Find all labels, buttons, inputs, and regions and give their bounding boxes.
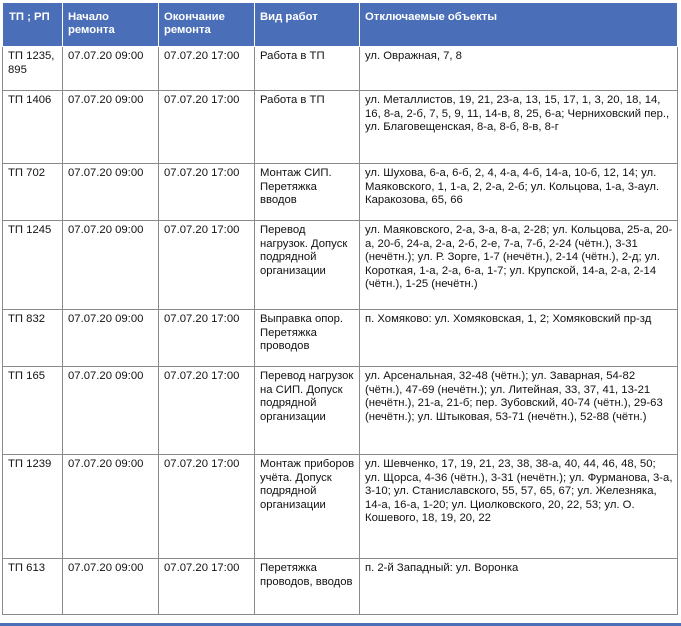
cell-tp: ТП 1235, 895 — [3, 47, 63, 91]
table-row — [3, 559, 678, 615]
table-row — [3, 164, 678, 221]
cell-tp: ТП 165 — [3, 367, 63, 455]
cell-tp: ТП 702 — [3, 164, 63, 221]
table-row — [3, 455, 678, 559]
cell-start: 07.07.20 09:00 — [63, 91, 159, 164]
cell-end: 07.07.20 17:00 — [159, 310, 255, 367]
cell-tp: ТП 832 — [3, 310, 63, 367]
cell-objects: ул. Арсенальная, 32-48 (чётн.); ул. Заварная, 54-82 (чётн.), 47-69 (нечётн.); ул. Литейная, 33, 37, 41, 13-21 (нечётн.), 21-а, 21-б; пер. Зубовский, 40-74 (чётн.), 29-63 (нечётн.); ул. Штыковая, 53-71 (нечётн.), 52-88 (чётн.) — [360, 367, 678, 455]
cell-objects: ул. Овражная, 7, 8 — [360, 47, 678, 91]
cell-work: Выправка опор. Перетяжка проводов — [255, 310, 360, 367]
cell-start: 07.07.20 09:00 — [63, 559, 159, 615]
table-row — [3, 91, 678, 164]
table-row — [3, 221, 678, 310]
cell-objects: ул. Шухова, 6-а, 6-б, 2, 4, 4-а, 4-б, 14-а, 10-б, 12, 14; ул. Маяковского, 1, 1-а, 2, 2-а, 2-б; ул. Кольцова, 1-а, 3-аул. Каракозова, 65, 66 — [360, 164, 678, 221]
header-objects: Отключаемые объекты — [360, 3, 678, 47]
header-tp: ТП ; РП — [3, 3, 63, 47]
cell-work: Работа в ТП — [255, 91, 360, 164]
cell-tp: ТП 1245 — [3, 221, 63, 310]
header-work: Вид работ — [255, 3, 360, 47]
cell-objects: ул. Маяковского, 2-а, 3-а, 8-а, 2-28; ул. Кольцова, 25-а, 20-а, 20-б, 24-а, 2-а, 2-б, 2-е, 7-а, 7-б, 2-24 (чётн.), 3-31 (нечётн.); ул. Р. Зорге, 1-7 (нечётн.), 2-14 (чётн.), 2-д; ул. Короткая, 1-а, 2-а, 6-а, 1-7; ул. Крупской, 14-а, 2-а, 2-14 (чётн.), 1-25 (нечётн.) — [360, 221, 678, 310]
cell-end: 07.07.20 17:00 — [159, 455, 255, 559]
cell-end: 07.07.20 17:00 — [159, 164, 255, 221]
header-start: Начало ремонта — [63, 3, 159, 47]
cell-work: Перевод нагрузок. Допуск подрядной организации — [255, 221, 360, 310]
cell-tp: ТП 1239 — [3, 455, 63, 559]
cell-end: 07.07.20 17:00 — [159, 47, 255, 91]
table-row — [3, 47, 678, 91]
outage-schedule-table — [2, 2, 678, 615]
cell-start: 07.07.20 09:00 — [63, 310, 159, 367]
cell-work: Перетяжка проводов, вводов — [255, 559, 360, 615]
cell-start: 07.07.20 09:00 — [63, 367, 159, 455]
cell-work: Монтаж приборов учёта. Допуск подрядной организации — [255, 455, 360, 559]
cell-work: Монтаж СИП. Перетяжка вводов — [255, 164, 360, 221]
cell-objects: п. Хомяково: ул. Хомяковская, 1, 2; Хомяковский пр-зд — [360, 310, 678, 367]
table-header-row — [3, 3, 678, 47]
cell-tp: ТП 613 — [3, 559, 63, 615]
cell-start: 07.07.20 09:00 — [63, 47, 159, 91]
table-row — [3, 367, 678, 455]
cell-objects: ул. Шевченко, 17, 19, 21, 23, 38, 38-а, 40, 44, 46, 48, 50; ул. Щорса, 4-36 (чётн.), 3-31 (нечётн.); ул. Фурманова, 3-а, 3-10; ул. Станиславского, 55, 57, 65, 67; ул. Железняка, 14-а, 16-а, 1-20; ул. Циолковского, 20, 22, 53; ул. О. Кошевого, 18, 19, 20, 22 — [360, 455, 678, 559]
table-row — [3, 310, 678, 367]
cell-end: 07.07.20 17:00 — [159, 367, 255, 455]
cell-start: 07.07.20 09:00 — [63, 455, 159, 559]
cell-work: Перевод нагрузок на СИП. Допуск подрядной организации — [255, 367, 360, 455]
cell-objects: ул. Металлистов, 19, 21, 23-а, 13, 15, 17, 1, 3, 20, 18, 14, 16, 8-а, 2-б, 7, 5, 9, 11, 14-в, 8, 25, 6-а; Черниховский пер., ул. Благовещенская, 8-а, 8-б, 8-в, 8-г — [360, 91, 678, 164]
cell-end: 07.07.20 17:00 — [159, 221, 255, 310]
cell-objects: п. 2-й Западный: ул. Воронка — [360, 559, 678, 615]
cell-start: 07.07.20 09:00 — [63, 164, 159, 221]
cell-end: 07.07.20 17:00 — [159, 91, 255, 164]
cell-tp: ТП 1406 — [3, 91, 63, 164]
cell-work: Работа в ТП — [255, 47, 360, 91]
cell-start: 07.07.20 09:00 — [63, 221, 159, 310]
cell-end: 07.07.20 17:00 — [159, 559, 255, 615]
header-end: Окончание ремонта — [159, 3, 255, 47]
